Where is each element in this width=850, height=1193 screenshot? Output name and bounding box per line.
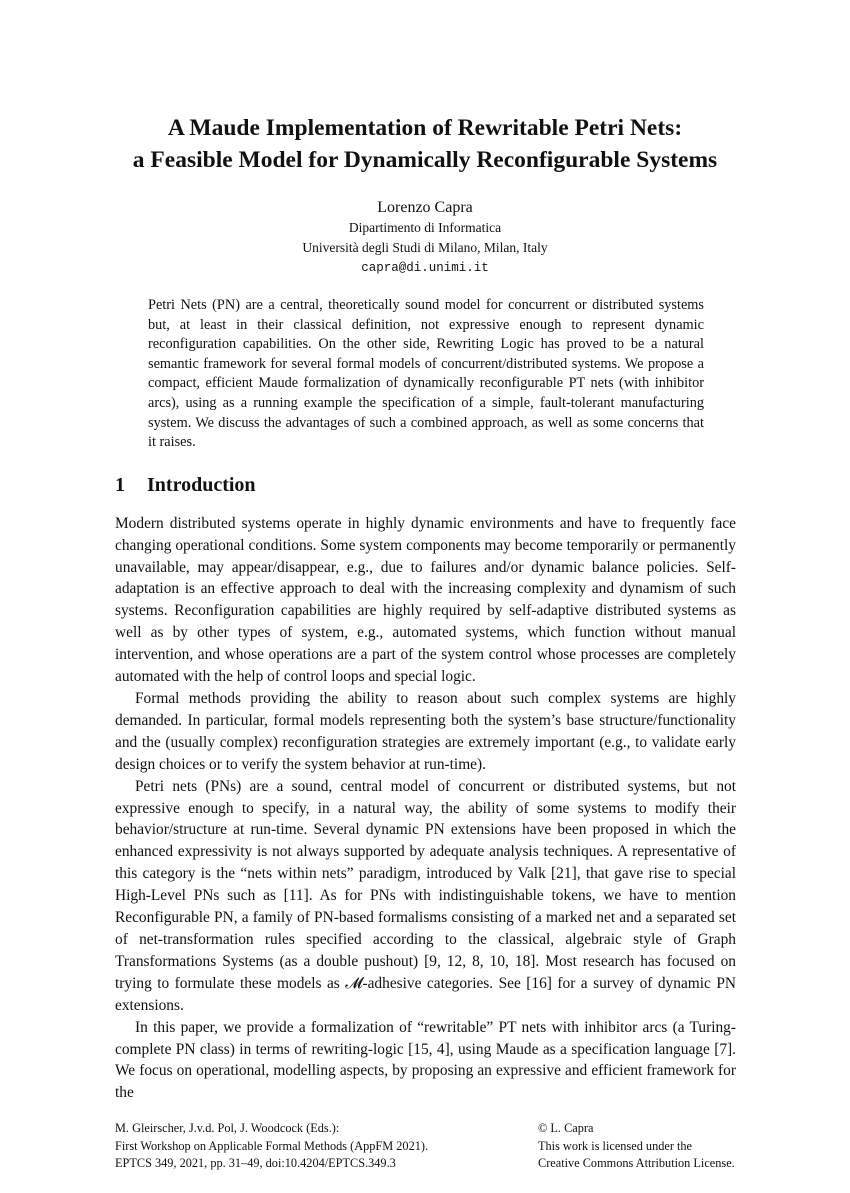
section-body xyxy=(115,513,736,1104)
footer-license-line: This work is licensed under the xyxy=(538,1138,693,1153)
paragraph: Formal methods providing the ability to reason about such complex systems are highly demanded. In particular, formal models representing both the system’s base structure/functionality and the (usually complex) reconfiguration strategies are extremely important (e.g., to validate early design choices or to verify the system behavior at run-time). xyxy=(115,690,736,773)
section-title: Introduction xyxy=(147,473,256,496)
author-department: Dipartimento di Informatica xyxy=(348,220,502,235)
footer xyxy=(0,1104,850,1173)
section-heading xyxy=(115,471,850,499)
abstract: Petri Nets (PN) are a central, theoretically sound model for concurrent or distributed systems but, at least in their classical definition, not expressive enough to represent dynamic reconfiguration capabilities. On the other side, Rewriting Logic has proved to be a natural semantic framework for several formal models of concurrent/distributed systems. We propose a compact, efficient Maude formalization of dynamically reconfigurable PT nets (with inhibitor arcs), using as a running example the specification of a simple, fault-tolerant manufacturing system. We discuss the advantages of such a combined approach, as well as some concerns that it raises. xyxy=(148,297,704,451)
title-line-1: A Maude Implementation of Rewritable Petri Nets: xyxy=(167,115,683,141)
footer-workshop: First Workshop on Applicable Formal Methods (AppFM 2021). xyxy=(115,1138,429,1153)
section-number: 1 xyxy=(115,473,125,496)
author-name: Lorenzo Capra xyxy=(377,199,473,216)
title-line-2: a Feasible Model for Dynamically Reconfigurable Systems xyxy=(132,147,718,173)
footer-editors: M. Gleirscher, J.v.d. Pol, J. Woodcock (Eds.): xyxy=(115,1121,340,1136)
footer-copyright: © L. Capra xyxy=(538,1121,594,1136)
author-email: capra@di.unimi.it xyxy=(361,261,489,275)
footer-license-name: Creative Commons Attribution License. xyxy=(538,1156,735,1171)
footer-doi: EPTCS 349, 2021, pp. 31–49, doi:10.4204/EPTCS.349.3 xyxy=(115,1156,396,1171)
footer-publication-info xyxy=(115,1120,538,1173)
footer-license xyxy=(538,1120,735,1173)
paragraph: In this paper, we provide a formalization of “rewritable” PT nets with inhibitor arcs (a Turing-complete PN class) in terms of rewriting-logic [15, 4], using Maude as a specification language [7]. We focus on operational, modelling aspects, by proposing an expressive and efficient framework for the xyxy=(115,1018,736,1102)
paragraph: Modern distributed systems operate in highly dynamic environments and have to frequently face changing operational conditions. Some system components may become temporarily or permanently unavailable, may appear/disappear, e.g., due to failures and/or dynamic balance policies. Self-adaptation is an effective approach to deal with the increasing complexity and dynamism of such systems. Reconfiguration capabilities are highly required by self-adaptive distributed systems as well as by other types of system, e.g., automated systems, which function without manual intervention, and whose operations are a part of the system control whose processes are completely automated with the help of control loops and special logic. xyxy=(115,514,736,686)
paragraph: Petri nets (PNs) are a sound, central model of concurrent or distributed systems, but not expressive enough to specify, in a natural way, the ability of some systems to modify their behavior/structure at run-time. Several dynamic PN extensions have been proposed in which the enhanced expressivity is not always supported by adequate analysis techniques. A representative of this category is the “nets within nets” paradigm, introduced by Valk [21], that gave rise to special High-Level PNs such as [11]. As for PNs with indistinguishable tokens, we have to mention Reconfigurable PN, a family of PN-based formalisms consisting of a marked net and a separated set of net-transformation rules specified according to the classical, algebraic style of Graph Transformations Systems (as a double pushout) [9, 12, 8, 10, 18]. Most research has focused on trying to formulate these models as 𝓜-adhesive categories. See [16] for a survey of dynamic PN extensions. xyxy=(115,777,736,1014)
author-university: Università degli Studi di Milano, Milan, Italy xyxy=(302,240,548,255)
paper-title xyxy=(0,112,850,176)
